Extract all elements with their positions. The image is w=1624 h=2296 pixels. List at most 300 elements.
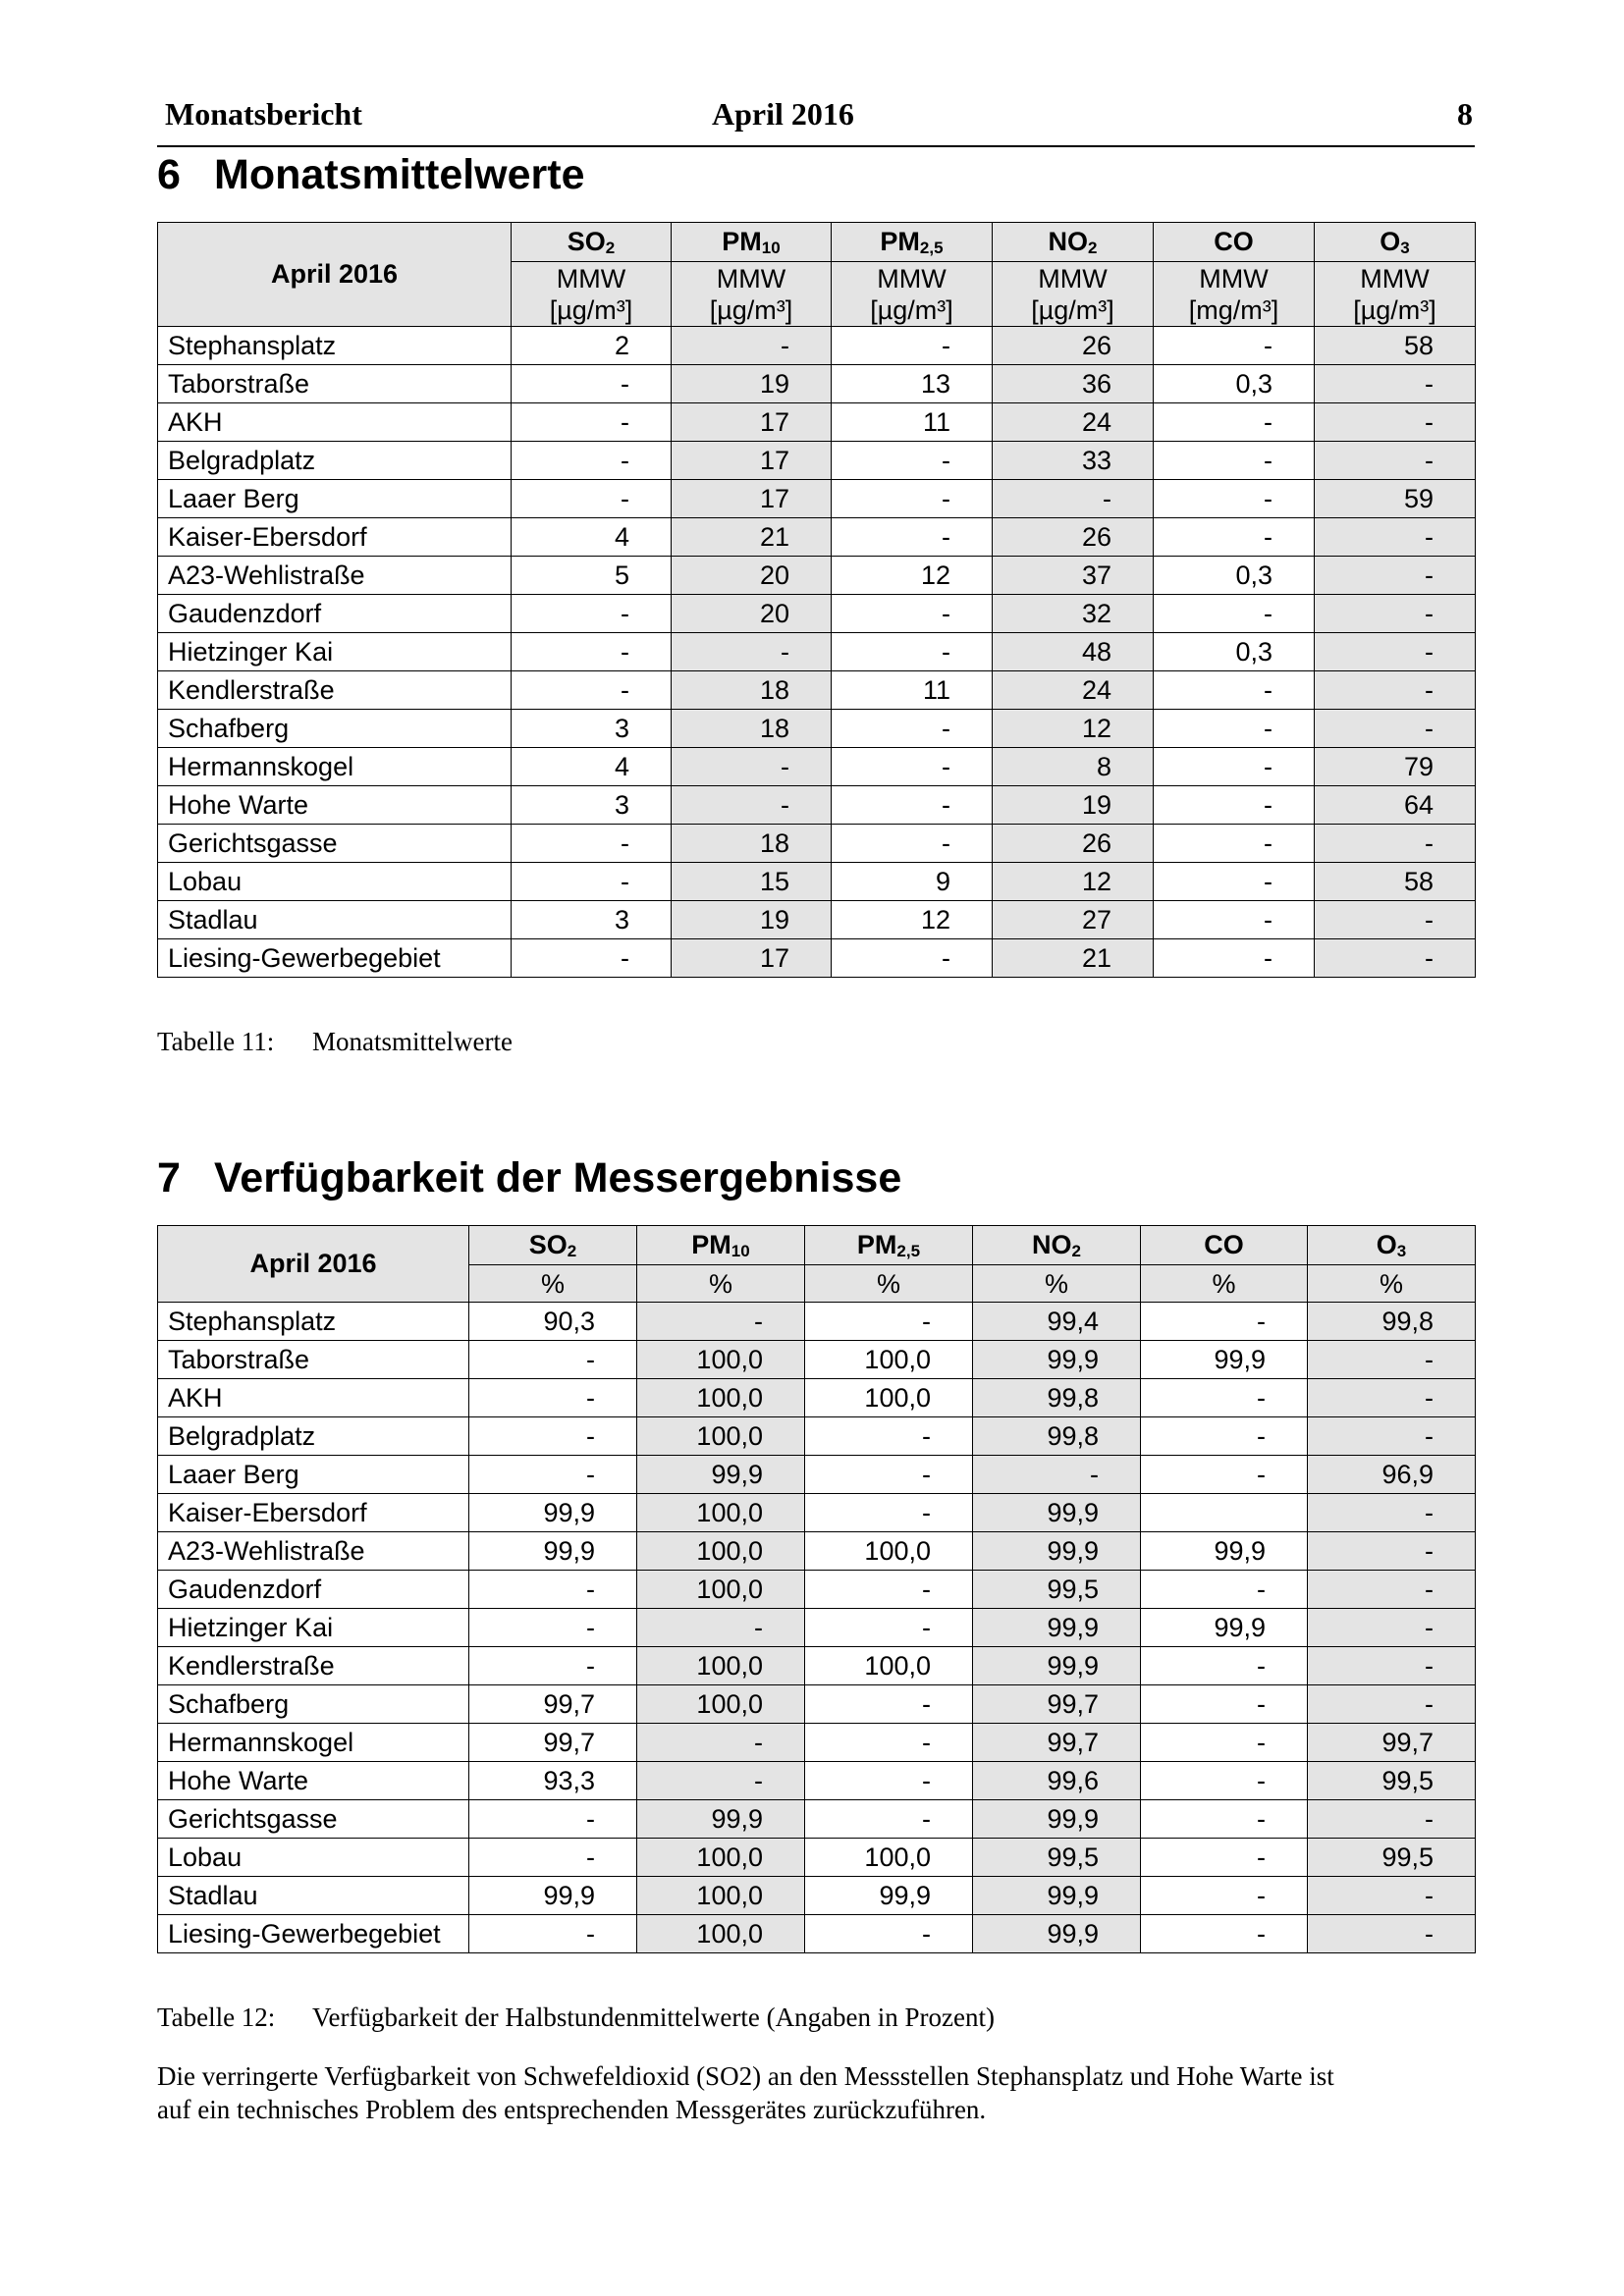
measurement-cell: 99,8 [973, 1379, 1141, 1417]
measurement-cell: 100,0 [637, 1532, 805, 1571]
page-header [157, 94, 1475, 145]
table-row [158, 863, 1476, 901]
station-name: Belgradplatz [158, 442, 512, 480]
measurement-cell: - [1141, 1685, 1308, 1724]
pollutant-header-no2: $NO_2$ [993, 223, 1154, 262]
table-row [158, 1456, 1476, 1494]
measurement-cell: 3 [512, 786, 672, 825]
table-row [158, 1915, 1476, 1953]
caption-label: Tabelle 12: [157, 2002, 276, 2032]
measurement-cell: 0,3 [1154, 633, 1315, 671]
measurement-cell: - [832, 480, 993, 518]
table-12-caption [157, 2002, 995, 2033]
measurement-cell: 0,3 [1154, 557, 1315, 595]
measurement-cell: - [469, 1800, 637, 1839]
measurement-cell: 99,7 [469, 1685, 637, 1724]
measurement-cell: 99,8 [1308, 1303, 1476, 1341]
table-row [158, 825, 1476, 863]
measurement-cell: 26 [993, 327, 1154, 365]
measurement-cell: 99,9 [637, 1800, 805, 1839]
table-row [158, 480, 1476, 518]
measurement-cell: - [832, 786, 993, 825]
station-name: A23-Wehlistraße [158, 557, 512, 595]
table-row [158, 1800, 1476, 1839]
station-name: Hohe Warte [158, 1762, 469, 1800]
measurement-cell: - [1315, 595, 1476, 633]
measurement-cell: - [1315, 518, 1476, 557]
measurement-cell: 99,9 [973, 1915, 1141, 1953]
measurement-cell: 15 [672, 863, 832, 901]
station-name: Stadlau [158, 1877, 469, 1915]
table-row [158, 1571, 1476, 1609]
measurement-cell: - [672, 633, 832, 671]
station-name: Gerichtsgasse [158, 825, 512, 863]
station-name: Lobau [158, 863, 512, 901]
measurement-cell: - [832, 939, 993, 978]
table-row [158, 1494, 1476, 1532]
measurement-cell: - [512, 442, 672, 480]
station-name: Stephansplatz [158, 1303, 469, 1341]
measurement-cell: - [1154, 480, 1315, 518]
station-name: Gerichtsgasse [158, 1800, 469, 1839]
measurement-cell: - [805, 1762, 973, 1800]
table-corner-label: April 2016 [158, 223, 512, 327]
measurement-cell: - [1141, 1800, 1308, 1839]
station-name: Schafberg [158, 1685, 469, 1724]
station-name: Liesing-Gewerbegebiet [158, 939, 512, 978]
station-name: A23-Wehlistraße [158, 1532, 469, 1571]
unit-header: MMW [mg/m³] [1154, 262, 1315, 327]
measurement-cell: 12 [832, 901, 993, 939]
measurement-cell: 99,9 [973, 1800, 1141, 1839]
measurement-cell: - [1315, 403, 1476, 442]
measurement-cell: - [512, 633, 672, 671]
station-name: Kendlerstraße [158, 671, 512, 710]
measurement-cell: 99,7 [469, 1724, 637, 1762]
note-line: auf ein technisches Problem des entsprechenden Messgerätes zurückzuführen. [157, 2095, 987, 2124]
measurement-cell: - [512, 365, 672, 403]
section-7-heading [157, 1154, 901, 1202]
measurement-cell: - [1141, 1647, 1308, 1685]
measurement-cell: 20 [672, 595, 832, 633]
monthly-means-table [157, 222, 1476, 978]
measurement-cell: - [1141, 1417, 1308, 1456]
table-row [158, 710, 1476, 748]
caption-text: Monatsmittelwerte [312, 1027, 513, 1056]
measurement-cell: 99,9 [637, 1456, 805, 1494]
unit-header: MMW [µg/m³] [512, 262, 672, 327]
station-name: Gaudenzdorf [158, 1571, 469, 1609]
availability-note [157, 2059, 1475, 2126]
measurement-cell: - [1141, 1724, 1308, 1762]
caption-text: Verfügbarkeit der Halbstundenmittelwerte (Angaben in Prozent) [312, 2002, 996, 2032]
measurement-cell: 99,9 [973, 1877, 1141, 1915]
station-name: Schafberg [158, 710, 512, 748]
station-name: Laaer Berg [158, 480, 512, 518]
measurement-cell: 58 [1315, 863, 1476, 901]
measurement-cell: - [512, 825, 672, 863]
header-divider [157, 145, 1475, 147]
measurement-cell: 5 [512, 557, 672, 595]
measurement-cell: 48 [993, 633, 1154, 671]
measurement-cell: - [1154, 403, 1315, 442]
measurement-cell: 26 [993, 825, 1154, 863]
measurement-cell: - [512, 863, 672, 901]
measurement-cell: - [1308, 1915, 1476, 1953]
report-type: Monatsbericht [165, 96, 362, 132]
measurement-cell: 13 [832, 365, 993, 403]
unit-header: MMW [µg/m³] [672, 262, 832, 327]
measurement-cell: 11 [832, 403, 993, 442]
measurement-cell: 32 [993, 595, 1154, 633]
measurement-cell: 100,0 [637, 1494, 805, 1532]
station-name: Hietzinger Kai [158, 633, 512, 671]
measurement-cell: 19 [993, 786, 1154, 825]
measurement-cell: - [805, 1800, 973, 1839]
measurement-cell: 58 [1315, 327, 1476, 365]
measurement-cell: 99,9 [469, 1494, 637, 1532]
pollutant-header-o3: $O_3$ [1315, 223, 1476, 262]
measurement-cell: 100,0 [637, 1341, 805, 1379]
pollutant-header-pm25: $PM_{2,5}$ [805, 1226, 973, 1265]
table-row [158, 1532, 1476, 1571]
measurement-cell: - [637, 1762, 805, 1800]
measurement-cell: 17 [672, 403, 832, 442]
measurement-cell: - [1154, 671, 1315, 710]
measurement-cell: 21 [672, 518, 832, 557]
measurement-cell: 8 [993, 748, 1154, 786]
table-row [158, 1303, 1476, 1341]
section-7-title: Verfügbarkeit der Messergebnisse [214, 1154, 902, 1201]
measurement-cell: - [805, 1571, 973, 1609]
measurement-cell: 99,9 [973, 1647, 1141, 1685]
pollutant-header-o3: $O_3$ [1308, 1226, 1476, 1265]
measurement-cell: - [1154, 518, 1315, 557]
measurement-cell: - [1141, 1915, 1308, 1953]
availability-body [158, 1303, 1476, 1953]
table-row [158, 748, 1476, 786]
measurement-cell: - [469, 1456, 637, 1494]
measurement-cell: - [637, 1609, 805, 1647]
pollutant-header-pm10: $PM_{10}$ [637, 1226, 805, 1265]
measurement-cell: 99,9 [973, 1609, 1141, 1647]
measurement-cell: 99,5 [1308, 1839, 1476, 1877]
table-row [158, 786, 1476, 825]
table-row [158, 939, 1476, 978]
measurement-cell: - [512, 595, 672, 633]
station-name: Taborstraße [158, 1341, 469, 1379]
measurement-cell: - [637, 1724, 805, 1762]
measurement-cell: 24 [993, 671, 1154, 710]
measurement-cell: 99,4 [973, 1303, 1141, 1341]
measurement-cell: - [1141, 1379, 1308, 1417]
measurement-cell: - [469, 1417, 637, 1456]
station-name: Kaiser-Ebersdorf [158, 518, 512, 557]
measurement-cell: - [1315, 671, 1476, 710]
unit-header: % [469, 1265, 637, 1303]
measurement-cell: 18 [672, 710, 832, 748]
table-row [158, 1379, 1476, 1417]
measurement-cell: - [1154, 863, 1315, 901]
station-name: Hohe Warte [158, 786, 512, 825]
measurement-cell: - [1154, 442, 1315, 480]
measurement-cell: - [512, 403, 672, 442]
unit-header: % [637, 1265, 805, 1303]
measurement-cell: 4 [512, 518, 672, 557]
station-name: Hermannskogel [158, 1724, 469, 1762]
table-row [158, 403, 1476, 442]
measurement-cell: 99,5 [973, 1839, 1141, 1877]
station-name: Laaer Berg [158, 1456, 469, 1494]
measurement-cell: - [1308, 1341, 1476, 1379]
table-row [158, 1685, 1476, 1724]
station-name: Stephansplatz [158, 327, 512, 365]
measurement-cell: 99,9 [469, 1532, 637, 1571]
measurement-cell: 18 [672, 825, 832, 863]
measurement-cell: - [1154, 939, 1315, 978]
measurement-cell: - [1315, 365, 1476, 403]
measurement-cell: 3 [512, 901, 672, 939]
measurement-cell: 99,9 [1141, 1532, 1308, 1571]
station-name: AKH [158, 403, 512, 442]
measurement-cell: 33 [993, 442, 1154, 480]
measurement-cell: 17 [672, 480, 832, 518]
report-month: April 2016 [712, 96, 854, 132]
measurement-cell: - [1154, 748, 1315, 786]
unit-header: % [1141, 1265, 1308, 1303]
measurement-cell: - [832, 748, 993, 786]
measurement-cell: - [993, 480, 1154, 518]
measurement-cell: - [469, 1571, 637, 1609]
measurement-cell: - [1154, 786, 1315, 825]
section-6-heading [157, 151, 585, 199]
measurement-cell: 100,0 [805, 1647, 973, 1685]
measurement-cell: - [1315, 901, 1476, 939]
measurement-cell: - [1154, 901, 1315, 939]
measurement-cell: 99,5 [973, 1571, 1141, 1609]
table-row [158, 1762, 1476, 1800]
measurement-cell: 12 [832, 557, 993, 595]
measurement-cell: 17 [672, 939, 832, 978]
measurement-cell: - [1308, 1685, 1476, 1724]
measurement-cell: 26 [993, 518, 1154, 557]
table-row [158, 1609, 1476, 1647]
measurement-cell: - [973, 1456, 1141, 1494]
measurement-cell: 59 [1315, 480, 1476, 518]
measurement-cell: 3 [512, 710, 672, 748]
measurement-cell: 100,0 [637, 1839, 805, 1877]
measurement-cell: - [672, 786, 832, 825]
measurement-cell: - [1315, 442, 1476, 480]
table-row [158, 327, 1476, 365]
measurement-cell: 12 [993, 863, 1154, 901]
measurement-cell: 2 [512, 327, 672, 365]
measurement-cell: 20 [672, 557, 832, 595]
table-row [158, 557, 1476, 595]
measurement-cell: 100,0 [805, 1341, 973, 1379]
measurement-cell: - [832, 633, 993, 671]
measurement-cell: - [805, 1417, 973, 1456]
measurement-cell: - [805, 1494, 973, 1532]
measurement-cell: 99,9 [805, 1877, 973, 1915]
measurement-cell: 99,9 [973, 1341, 1141, 1379]
measurement-cell: 9 [832, 863, 993, 901]
measurement-cell: 99,9 [1141, 1341, 1308, 1379]
pollutant-header-co: CO [1154, 223, 1315, 262]
measurement-cell: - [805, 1915, 973, 1953]
measurement-cell: - [1308, 1877, 1476, 1915]
table-11-caption [157, 1027, 513, 1057]
station-name: Stadlau [158, 901, 512, 939]
measurement-cell: 12 [993, 710, 1154, 748]
table-row [158, 518, 1476, 557]
station-name: Liesing-Gewerbegebiet [158, 1915, 469, 1953]
measurement-cell: 99,9 [973, 1532, 1141, 1571]
measurement-cell: 100,0 [637, 1417, 805, 1456]
measurement-cell: 79 [1315, 748, 1476, 786]
measurement-cell: - [1308, 1494, 1476, 1532]
measurement-cell: - [1154, 825, 1315, 863]
measurement-cell: 17 [672, 442, 832, 480]
availability-table [157, 1225, 1476, 1953]
measurement-cell: - [469, 1379, 637, 1417]
measurement-cell: 19 [672, 901, 832, 939]
pollutant-header-co: CO [1141, 1226, 1308, 1265]
note-line: Die verringerte Verfügbarkeit von Schwefeldioxid (SO2) an den Messstellen Stephansplatz und Hohe Warte ist [157, 2061, 1334, 2091]
measurement-cell: 96,9 [1308, 1456, 1476, 1494]
measurement-cell: - [672, 748, 832, 786]
table-row [158, 1417, 1476, 1456]
station-name: Hietzinger Kai [158, 1609, 469, 1647]
measurement-cell [1141, 1494, 1308, 1532]
measurement-cell: 4 [512, 748, 672, 786]
pollutant-header-pm10: $PM_{10}$ [672, 223, 832, 262]
measurement-cell: - [1308, 1417, 1476, 1456]
unit-header: MMW [µg/m³] [993, 262, 1154, 327]
page-number: 8 [1457, 96, 1473, 132]
table-row [158, 901, 1476, 939]
measurement-cell: - [805, 1724, 973, 1762]
measurement-cell: - [1141, 1571, 1308, 1609]
station-name: Gaudenzdorf [158, 595, 512, 633]
measurement-cell: 99,7 [1308, 1724, 1476, 1762]
station-name: AKH [158, 1379, 469, 1417]
measurement-cell: - [1308, 1532, 1476, 1571]
table-row [158, 633, 1476, 671]
measurement-cell: 99,8 [973, 1417, 1141, 1456]
measurement-cell: - [832, 710, 993, 748]
measurement-cell: 19 [672, 365, 832, 403]
measurement-cell: - [1154, 595, 1315, 633]
station-name: Lobau [158, 1839, 469, 1877]
measurement-cell: 0,3 [1154, 365, 1315, 403]
station-name: Taborstraße [158, 365, 512, 403]
measurement-cell: 37 [993, 557, 1154, 595]
measurement-cell: - [512, 939, 672, 978]
table-row [158, 1877, 1476, 1915]
measurement-cell: - [805, 1456, 973, 1494]
table-row [158, 1647, 1476, 1685]
unit-header: % [973, 1265, 1141, 1303]
pollutant-header-so2: $SO_2$ [469, 1226, 637, 1265]
measurement-cell: 64 [1315, 786, 1476, 825]
measurement-cell: - [1154, 327, 1315, 365]
measurement-cell: - [1141, 1303, 1308, 1341]
measurement-cell: 93,3 [469, 1762, 637, 1800]
table-row [158, 671, 1476, 710]
measurement-cell: - [1315, 825, 1476, 863]
measurement-cell: - [832, 442, 993, 480]
pollutant-header-no2: $NO_2$ [973, 1226, 1141, 1265]
unit-header: MMW [µg/m³] [832, 262, 993, 327]
monthly-means-body [158, 327, 1476, 978]
section-6-number: 6 [157, 151, 181, 198]
measurement-cell: - [805, 1685, 973, 1724]
section-6-title: Monatsmittelwerte [214, 151, 585, 198]
measurement-cell: - [469, 1915, 637, 1953]
measurement-cell: - [1308, 1647, 1476, 1685]
measurement-cell: - [469, 1647, 637, 1685]
measurement-cell: 99,9 [469, 1877, 637, 1915]
measurement-cell: 100,0 [637, 1571, 805, 1609]
measurement-cell: - [1315, 557, 1476, 595]
table-row [158, 1341, 1476, 1379]
measurement-cell: - [469, 1839, 637, 1877]
unit-header: % [1308, 1265, 1476, 1303]
measurement-cell: - [832, 595, 993, 633]
measurement-cell: - [469, 1341, 637, 1379]
measurement-cell: - [1308, 1379, 1476, 1417]
measurement-cell: 99,7 [973, 1724, 1141, 1762]
measurement-cell: 90,3 [469, 1303, 637, 1341]
measurement-cell: 100,0 [637, 1379, 805, 1417]
measurement-cell: 36 [993, 365, 1154, 403]
measurement-cell: - [832, 518, 993, 557]
unit-header: % [805, 1265, 973, 1303]
measurement-cell: 100,0 [637, 1685, 805, 1724]
measurement-cell: - [1315, 939, 1476, 978]
measurement-cell: - [469, 1609, 637, 1647]
station-name: Kaiser-Ebersdorf [158, 1494, 469, 1532]
measurement-cell: 100,0 [805, 1532, 973, 1571]
pollutant-header-pm25: $PM_{2,5}$ [832, 223, 993, 262]
measurement-cell: - [1141, 1877, 1308, 1915]
table-row [158, 1839, 1476, 1877]
measurement-cell: 11 [832, 671, 993, 710]
measurement-cell: 99,9 [973, 1494, 1141, 1532]
measurement-cell: - [512, 480, 672, 518]
station-name: Belgradplatz [158, 1417, 469, 1456]
measurement-cell: 18 [672, 671, 832, 710]
measurement-cell: 21 [993, 939, 1154, 978]
measurement-cell: - [512, 671, 672, 710]
measurement-cell: - [805, 1303, 973, 1341]
table-row [158, 1724, 1476, 1762]
measurement-cell: - [1308, 1571, 1476, 1609]
measurement-cell: - [1315, 633, 1476, 671]
measurement-cell: 99,9 [1141, 1609, 1308, 1647]
measurement-cell: - [805, 1609, 973, 1647]
measurement-cell: - [832, 327, 993, 365]
caption-label: Tabelle 11: [157, 1027, 275, 1056]
measurement-cell: - [1141, 1456, 1308, 1494]
measurement-cell: - [637, 1303, 805, 1341]
measurement-cell: - [1308, 1609, 1476, 1647]
measurement-cell: 100,0 [637, 1877, 805, 1915]
table-row [158, 442, 1476, 480]
measurement-cell: - [672, 327, 832, 365]
measurement-cell: 99,5 [1308, 1762, 1476, 1800]
